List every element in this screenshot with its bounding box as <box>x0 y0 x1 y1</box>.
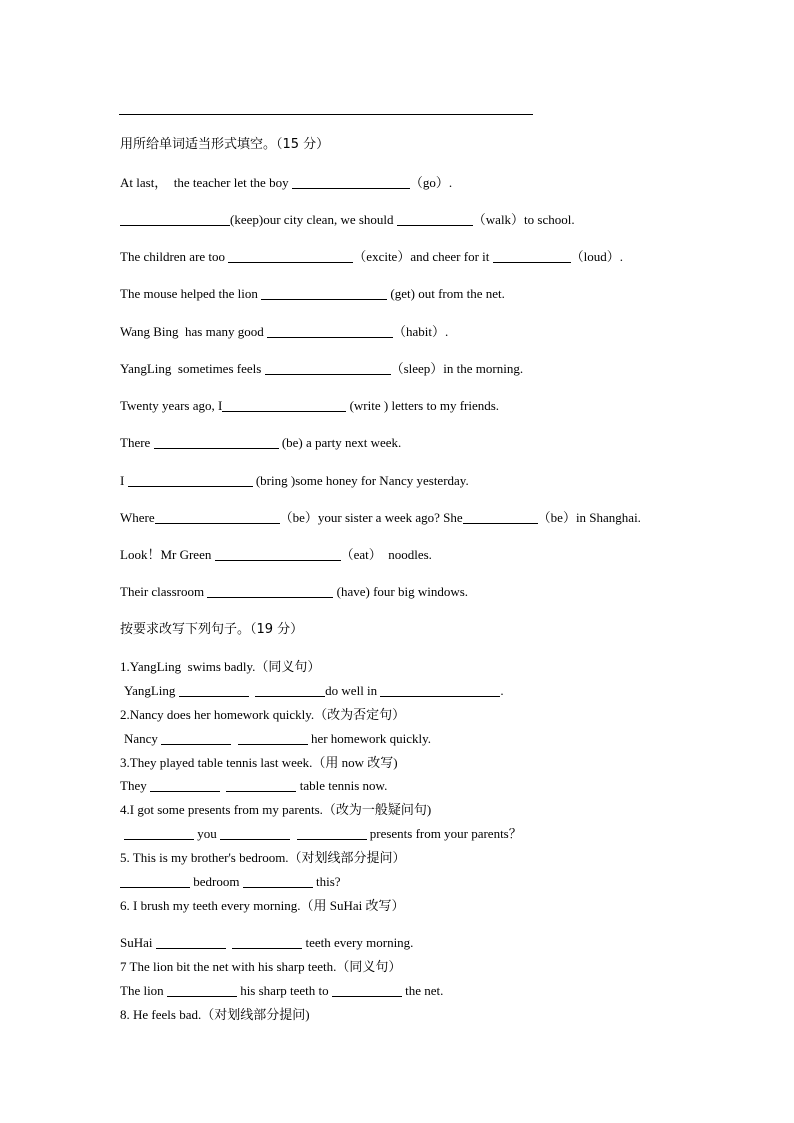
answer-blank[interactable] <box>243 875 313 888</box>
rewrite-answer-3: They table tennis now. <box>120 778 388 793</box>
answer-blank[interactable] <box>238 732 308 745</box>
fill-item-11: Look！Mr Green （eat） noodles. <box>120 547 432 562</box>
fill-item-6: YangLing sometimes feels （sleep）in the morning. <box>120 361 524 376</box>
rewrite-question-5: 5. This is my brother's bedroom.（对划线部分提问） <box>120 850 406 865</box>
answer-blank[interactable] <box>493 250 571 263</box>
answer-blank[interactable] <box>222 399 346 412</box>
answer-blank[interactable] <box>226 779 296 792</box>
answer-blank[interactable] <box>332 984 402 997</box>
section2-heading: 按要求改写下列句子。（19 分） <box>120 622 304 637</box>
fill-item-8: There (be) a party next week. <box>120 435 402 450</box>
rewrite-question-8: 8. He feels bad.（对划线部分提问) <box>120 1007 310 1022</box>
answer-blank[interactable] <box>156 936 226 949</box>
answer-blank[interactable] <box>154 436 279 449</box>
answer-blank[interactable] <box>380 684 500 697</box>
rewrite-question-2: 2.Nancy does her homework quickly.（改为否定句） <box>120 707 406 722</box>
rewrite-question-6: 6. I brush my teeth every morning.（用 SuHai 改写） <box>120 898 405 913</box>
answer-blank[interactable] <box>232 936 302 949</box>
rewrite-question-7: 7 The lion bit the net with his sharp teeth.（同义句） <box>120 959 402 974</box>
answer-blank[interactable] <box>155 511 280 524</box>
answer-blank[interactable] <box>215 548 341 561</box>
answer-blank[interactable] <box>179 684 249 697</box>
answer-blank[interactable] <box>120 875 190 888</box>
answer-blank[interactable] <box>120 213 230 226</box>
answer-blank[interactable] <box>292 176 410 189</box>
answer-blank[interactable] <box>463 511 538 524</box>
answer-blank[interactable] <box>228 250 353 263</box>
fill-item-9: I (bring )some honey for Nancy yesterday. <box>120 473 469 488</box>
answer-blank[interactable] <box>265 362 391 375</box>
answer-blank[interactable] <box>128 474 253 487</box>
fill-item-1: At last， the teacher let the boy （go）. <box>120 175 453 190</box>
rewrite-answer-6: SuHai teeth every morning. <box>120 935 414 950</box>
top-rule <box>119 114 533 115</box>
fill-item-2: (keep)our city clean, we should （walk）to school. <box>120 212 575 228</box>
rewrite-answer-7: The lion his sharp teeth to the net. <box>120 983 444 998</box>
answer-blank[interactable] <box>267 325 393 338</box>
answer-blank[interactable] <box>261 287 387 300</box>
fill-item-4: The mouse helped the lion (get) out from the net. <box>120 286 505 301</box>
fill-item-3: The children are too （excite）and cheer for it （loud）. <box>120 249 623 264</box>
section1-heading: 用所给单词适当形式填空。（15 分） <box>120 137 330 152</box>
rewrite-question-3: 3.They played table tennis last week.（用 now 改写) <box>120 755 398 770</box>
fill-item-7: Twenty years ago, I (write ) letters to my friends. <box>120 398 500 413</box>
fill-item-12: Their classroom (have) four big windows. <box>120 584 469 599</box>
rewrite-answer-1: YangLing do well in . <box>124 683 504 698</box>
answer-blank[interactable] <box>167 984 237 997</box>
answer-blank[interactable] <box>124 827 194 840</box>
rewrite-answer-4: you presents from your parents？ <box>124 826 522 842</box>
rewrite-answer-5: bedroom this? <box>120 874 341 890</box>
answer-blank[interactable] <box>297 827 367 840</box>
answer-blank[interactable] <box>397 213 473 226</box>
answer-blank[interactable] <box>220 827 290 840</box>
rewrite-question-1: 1.YangLing swims badly.（同义句） <box>120 659 321 674</box>
answer-blank[interactable] <box>150 779 220 792</box>
fill-item-5: Wang Bing has many good （habit）. <box>120 324 449 339</box>
answer-blank[interactable] <box>161 732 231 745</box>
rewrite-answer-2: Nancy her homework quickly. <box>124 731 432 746</box>
answer-blank[interactable] <box>207 585 333 598</box>
rewrite-question-4: 4.I got some presents from my parents.（改为一般疑问句) <box>120 802 432 817</box>
answer-blank[interactable] <box>255 684 325 697</box>
fill-item-10: Where （be）your sister a week ago? She （be）in Shanghai. <box>120 510 641 525</box>
